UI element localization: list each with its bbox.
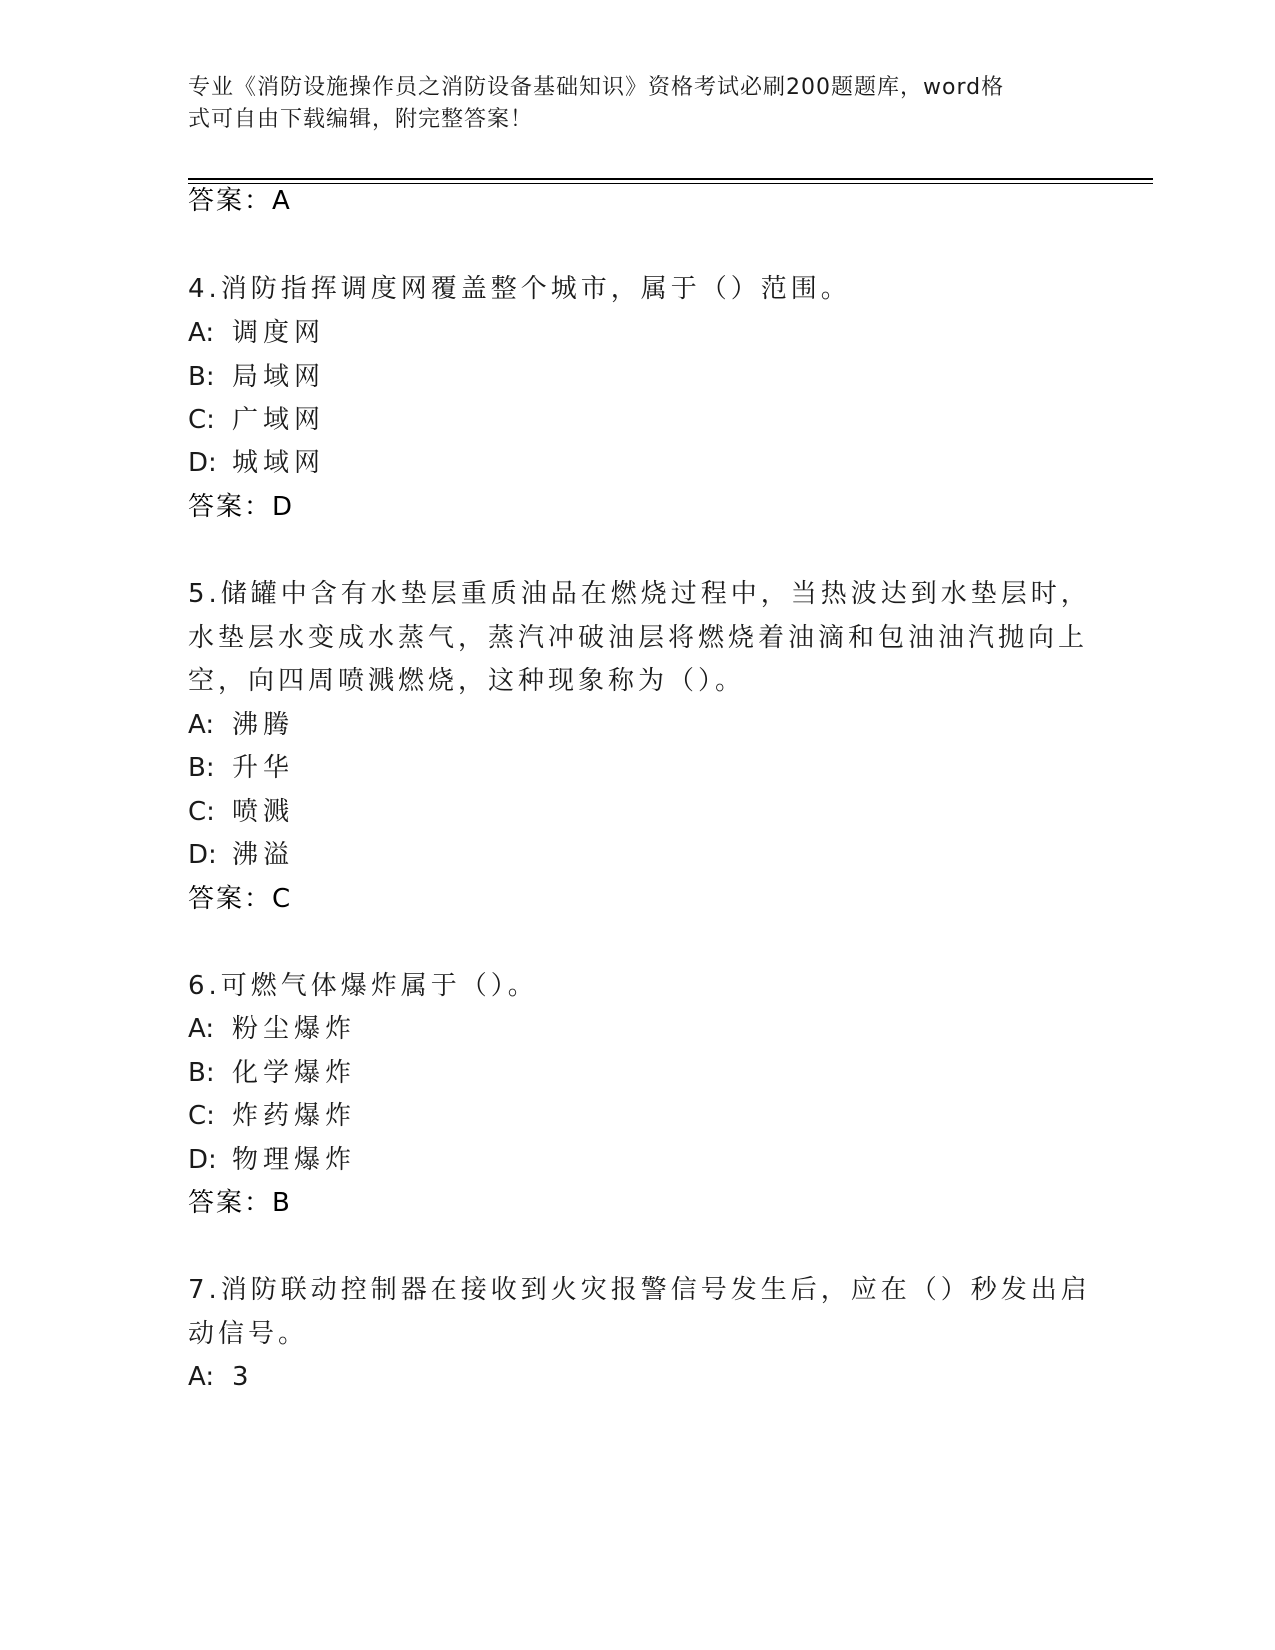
header-rule-thin <box>188 183 1153 184</box>
option-a <box>188 710 294 740</box>
option-label: A: <box>188 1362 215 1392</box>
option-text: 调度网 <box>232 318 326 348</box>
option-c <box>188 405 325 435</box>
option-text: 沸腾 <box>232 710 295 740</box>
option-text: 化学爆炸 <box>232 1058 357 1088</box>
option-b <box>188 753 294 783</box>
option-label: C: <box>188 797 215 827</box>
option-text: 城域网 <box>232 448 326 478</box>
option-text: 局域网 <box>232 362 326 392</box>
question-stem: 5.储罐中含有水垫层重质油品在燃烧过程中，当热波达到水垫层时， <box>188 579 1091 609</box>
option-text: 物理爆炸 <box>232 1145 357 1175</box>
option-label: C: <box>188 1101 215 1131</box>
option-d <box>188 840 294 870</box>
option-a <box>188 318 325 348</box>
question-stem: 6.可燃气体爆炸属于（）。 <box>188 971 538 1001</box>
option-d <box>188 1145 356 1175</box>
option-label: D: <box>188 448 217 478</box>
option-text: 炸药爆炸 <box>232 1101 357 1131</box>
option-label: C: <box>188 405 215 435</box>
option-text: 广域网 <box>232 405 326 435</box>
option-label: A: <box>188 1014 215 1044</box>
document-header <box>188 72 1068 136</box>
option-label: D: <box>188 840 217 870</box>
option-b <box>188 362 325 392</box>
option-label: B: <box>188 753 215 783</box>
option-a <box>188 1362 254 1392</box>
option-label: A: <box>188 318 215 348</box>
header-line-2: 式可自由下载编辑，附完整答案！ <box>188 107 534 132</box>
answer-line: 答案：A <box>188 186 292 216</box>
option-text: 3 <box>232 1362 254 1392</box>
question-stem: 水垫层水变成水蒸气，蒸汽冲破油层将燃烧着油滴和包油油汽抛向上 <box>188 623 1089 653</box>
header-rule-thick <box>188 178 1153 180</box>
option-text: 沸溢 <box>232 840 295 870</box>
option-label: B: <box>188 362 215 392</box>
option-a <box>188 1014 356 1044</box>
option-d <box>188 448 325 478</box>
option-c <box>188 797 294 827</box>
answer-line: 答案：C <box>188 884 293 914</box>
answer-line: 答案：D <box>188 492 295 522</box>
question-stem: 空，向四周喷溅燃烧，这种现象称为（）。 <box>188 666 746 696</box>
option-c <box>188 1101 356 1131</box>
option-label: B: <box>188 1058 215 1088</box>
option-text: 喷溅 <box>232 797 295 827</box>
question-stem: 动信号。 <box>188 1319 309 1349</box>
question-stem: 4.消防指挥调度网覆盖整个城市，属于（）范围。 <box>188 274 851 304</box>
question-stem: 7.消防联动控制器在接收到火灾报警信号发生后，应在（）秒发出启 <box>188 1275 1091 1305</box>
answer-line: 答案：B <box>188 1188 292 1218</box>
option-text: 粉尘爆炸 <box>232 1014 357 1044</box>
option-text: 升华 <box>232 753 295 783</box>
header-line-1: 专业《消防设施操作员之消防设备基础知识》资格考试必刷200题题库，word格 <box>188 75 1005 100</box>
option-label: D: <box>188 1145 217 1175</box>
option-label: A: <box>188 710 215 740</box>
option-b <box>188 1058 356 1088</box>
